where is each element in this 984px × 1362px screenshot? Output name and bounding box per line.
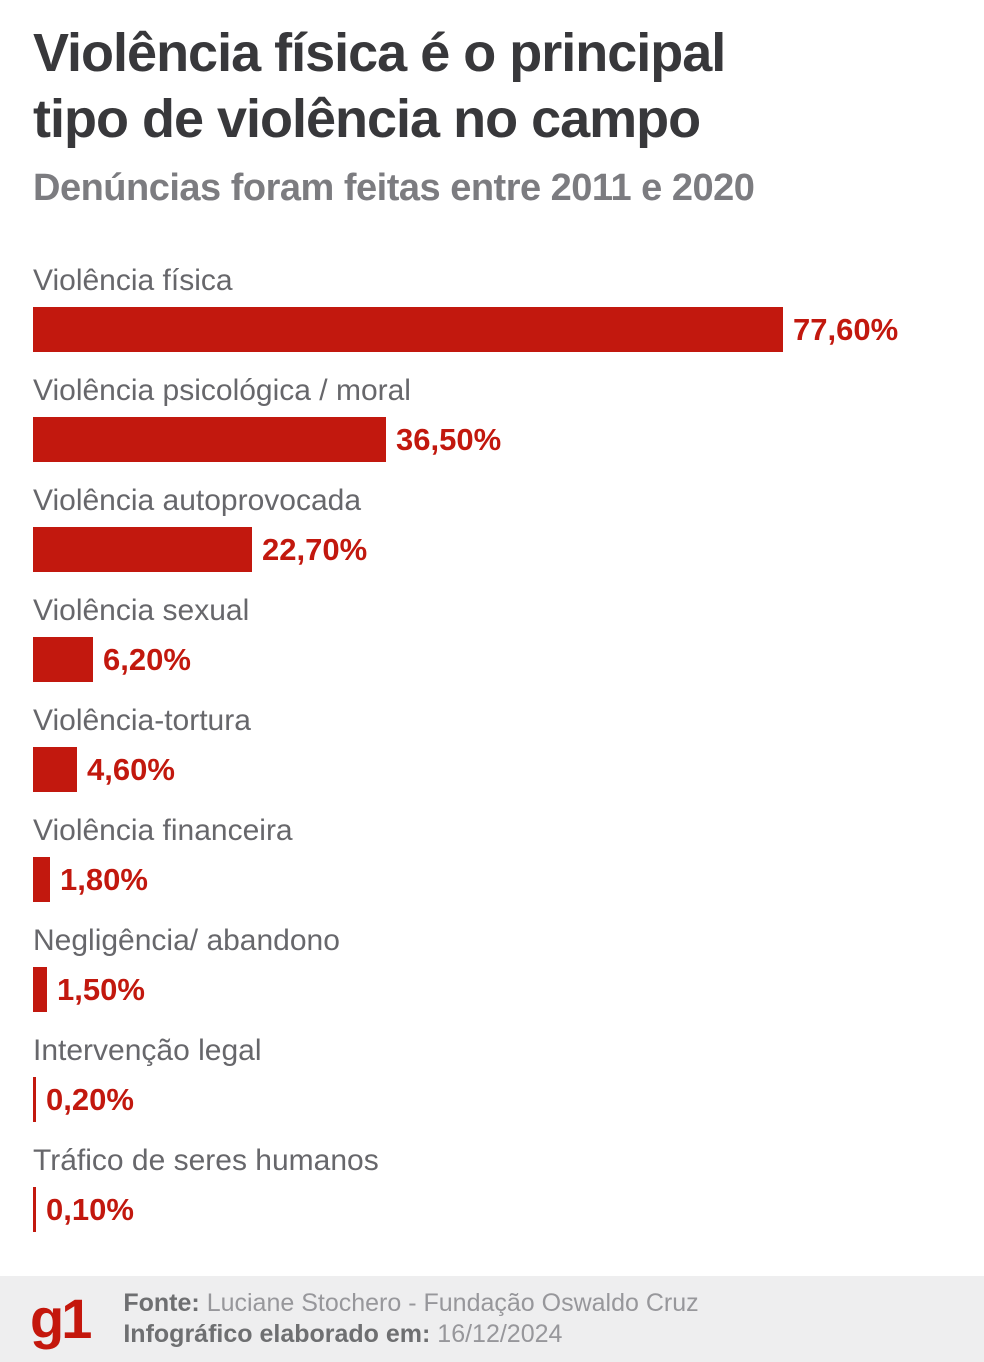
bar-track <box>33 1077 954 1122</box>
bar-track <box>33 857 954 902</box>
bar <box>33 747 77 792</box>
bar-track <box>33 967 954 1012</box>
bar-category-label: Tráfico de seres humanos <box>33 1144 379 1177</box>
footer-date-line <box>123 1319 698 1350</box>
title-line-1: Violência física é o principal <box>33 23 726 83</box>
bar-row <box>33 1034 954 1122</box>
bar-row <box>33 814 954 902</box>
bar-value-label: 1,80% <box>60 861 148 897</box>
g1-logo: g1 <box>30 1287 90 1350</box>
bar-category-label: Violência autoprovocada <box>33 484 362 517</box>
bar-row <box>33 704 954 792</box>
bar-category-label: Violência-tortura <box>33 704 251 737</box>
bar <box>33 1187 36 1232</box>
bar-track <box>33 417 954 462</box>
bar-value-label: 0,20% <box>46 1081 134 1117</box>
footer-source-line <box>123 1288 698 1319</box>
bar-value-label: 1,50% <box>57 971 145 1007</box>
bar-category-label: Violência sexual <box>33 594 250 627</box>
bar-value-label: 77,60% <box>793 311 899 347</box>
bar-value-label: 0,10% <box>46 1191 134 1227</box>
bar-row <box>33 1144 954 1232</box>
bar-track <box>33 637 954 682</box>
bar-value-label: 22,70% <box>262 531 368 567</box>
bar-value-label: 4,60% <box>87 751 175 787</box>
title-line-2: tipo de violência no campo <box>33 89 701 149</box>
bar-track <box>33 1187 954 1232</box>
bar-row <box>33 264 954 352</box>
bar-row <box>33 374 954 462</box>
bar-category-label: Violência psicológica / moral <box>33 374 411 407</box>
bar <box>33 1077 36 1122</box>
footer-date-value: 16/12/2024 <box>437 1320 563 1348</box>
bar-track <box>33 307 954 352</box>
bar <box>33 527 252 572</box>
page-subtitle: Denúncias foram feitas entre 2011 e 2020 <box>33 167 755 209</box>
bar-track <box>33 527 954 572</box>
footer-date-label: Infográfico elaborado em: <box>123 1320 431 1348</box>
bar-row <box>33 594 954 682</box>
bar-category-label: Negligência/ abandono <box>33 924 340 957</box>
bar-row <box>33 924 954 1012</box>
bar-value-label: 36,50% <box>396 421 502 457</box>
footer-source-value: Luciane Stochero - Fundação Oswaldo Cruz <box>206 1289 699 1317</box>
page-title <box>33 20 954 152</box>
bar <box>33 307 783 352</box>
bar <box>33 417 386 462</box>
bar-track <box>33 747 954 792</box>
bar-category-label: Intervenção legal <box>33 1034 262 1067</box>
bar <box>33 857 50 902</box>
bar <box>33 637 93 682</box>
footer-source-label: Fonte: <box>123 1289 200 1317</box>
bar <box>33 967 47 1012</box>
bar-category-label: Violência financeira <box>33 814 293 847</box>
bar-value-label: 6,20% <box>103 641 191 677</box>
footer-bar <box>0 1276 984 1362</box>
bar-row <box>33 484 954 572</box>
footer-text <box>123 1288 698 1350</box>
bar-category-label: Violência física <box>33 264 233 297</box>
bar-chart <box>33 264 954 1232</box>
